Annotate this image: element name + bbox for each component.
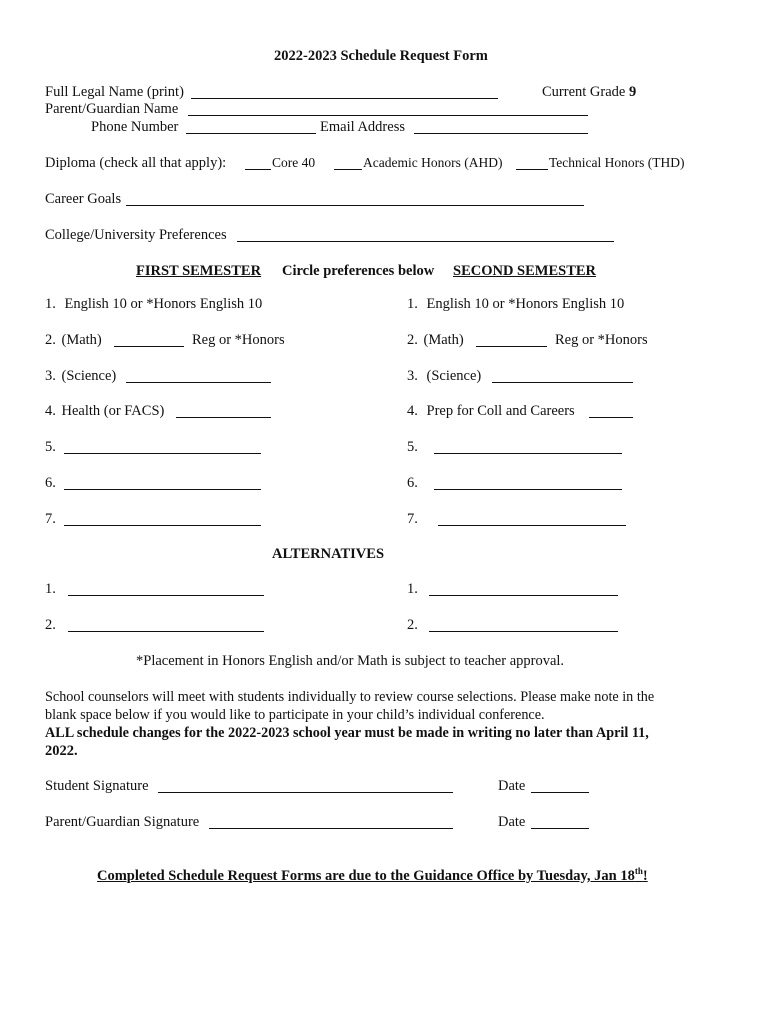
diploma-checkbox-core40[interactable] bbox=[245, 169, 271, 170]
first-sem-elective-6-field[interactable] bbox=[64, 489, 261, 490]
diploma-option-thd: Technical Honors (THD) bbox=[549, 155, 685, 170]
first-sem-elective-5-field[interactable] bbox=[64, 453, 261, 454]
first-sem-math-level[interactable]: Reg or *Honors bbox=[192, 332, 285, 348]
student-date-label: Date bbox=[498, 778, 526, 794]
second-sem-row-7: 7. bbox=[407, 511, 418, 527]
alt-left-2-number: 2. bbox=[45, 617, 56, 633]
course-label: English 10 or *Honors English 10 bbox=[64, 296, 263, 312]
diploma-label: Diploma (check all that apply): bbox=[45, 155, 227, 171]
second-sem-elective-5-field[interactable] bbox=[434, 453, 622, 454]
course-label: (Math) bbox=[61, 332, 102, 348]
first-sem-elective-7-field[interactable] bbox=[64, 525, 261, 526]
alt-right-1-field[interactable] bbox=[429, 595, 618, 596]
parent-date-field[interactable] bbox=[531, 828, 589, 829]
diploma-checkbox-ahd[interactable] bbox=[334, 169, 362, 170]
row-number: 3. bbox=[45, 368, 56, 384]
alt-right-1-number: 1. bbox=[407, 581, 418, 597]
student-signature-label: Student Signature bbox=[45, 778, 149, 794]
row-number: 4. bbox=[45, 403, 56, 419]
alt-left-2-field[interactable] bbox=[68, 631, 264, 632]
second-sem-elective-6-field[interactable] bbox=[434, 489, 622, 490]
second-sem-math-level[interactable]: Reg or *Honors bbox=[555, 332, 648, 348]
college-prefs-field[interactable] bbox=[237, 241, 614, 242]
circle-preferences-heading: Circle preferences below bbox=[282, 263, 435, 279]
current-grade bbox=[542, 83, 636, 101]
first-sem-row-1 bbox=[45, 295, 262, 313]
full-name-field[interactable] bbox=[191, 98, 498, 99]
alt-right-2-number: 2. bbox=[407, 617, 418, 633]
first-sem-row-7: 7. bbox=[45, 511, 56, 527]
placement-note: *Placement in Honors English and/or Math is subject to teacher approval. bbox=[136, 653, 565, 669]
alt-left-1-field[interactable] bbox=[68, 595, 264, 596]
first-sem-row-3 bbox=[45, 367, 116, 385]
course-label: Health (or FACS) bbox=[61, 403, 165, 419]
due-date-end: ! bbox=[642, 868, 648, 884]
first-sem-science-field[interactable] bbox=[126, 382, 271, 383]
phone-field[interactable] bbox=[186, 133, 316, 134]
alternatives-heading: ALTERNATIVES bbox=[272, 546, 385, 562]
first-sem-health-field[interactable] bbox=[176, 417, 271, 418]
due-date-text: Completed Schedule Request Forms are due to the Guidance Office by Tuesday, Jan 18 bbox=[97, 868, 635, 884]
row-number: 1. bbox=[45, 296, 56, 312]
course-label: (Science) bbox=[426, 368, 482, 384]
first-sem-row-5: 5. bbox=[45, 439, 56, 455]
due-date-notice bbox=[97, 867, 648, 885]
second-sem-row-6: 6. bbox=[407, 475, 418, 491]
current-grade-value: 9 bbox=[628, 84, 637, 100]
parent-signature-field[interactable] bbox=[209, 828, 453, 829]
career-goals-label: Career Goals bbox=[45, 191, 122, 207]
phone-label: Phone Number bbox=[91, 119, 179, 135]
first-sem-row-6: 6. bbox=[45, 475, 56, 491]
row-number: 4. bbox=[407, 403, 418, 419]
due-date-superscript: th bbox=[634, 866, 643, 877]
counselor-note-line-1: School counselors will meet with students individually to review course selections. Please make note in the bbox=[45, 689, 655, 705]
college-prefs-label: College/University Preferences bbox=[45, 227, 227, 243]
parent-signature-label: Parent/Guardian Signature bbox=[45, 814, 200, 830]
row-number: 2. bbox=[45, 332, 56, 348]
career-goals-field[interactable] bbox=[126, 205, 584, 206]
row-number: 1. bbox=[407, 296, 418, 312]
first-sem-math-field[interactable] bbox=[114, 346, 184, 347]
email-field[interactable] bbox=[414, 133, 588, 134]
email-label: Email Address bbox=[320, 119, 405, 135]
second-sem-row-2 bbox=[407, 331, 464, 349]
first-semester-heading: FIRST SEMESTER bbox=[136, 263, 262, 279]
second-sem-row-3 bbox=[407, 367, 481, 385]
current-grade-label: Current Grade bbox=[542, 84, 626, 100]
alt-left-1-number: 1. bbox=[45, 581, 56, 597]
second-sem-row-5: 5. bbox=[407, 439, 418, 455]
course-label: (Science) bbox=[61, 368, 117, 384]
diploma-option-ahd: Academic Honors (AHD) bbox=[363, 155, 503, 170]
second-sem-math-field[interactable] bbox=[476, 346, 547, 347]
row-number: 2. bbox=[407, 332, 418, 348]
first-sem-row-2 bbox=[45, 331, 102, 349]
second-sem-prep-field[interactable] bbox=[589, 417, 633, 418]
counselor-note-line-2: blank space below if you would like to participate in your child’s individual conference. bbox=[45, 707, 545, 723]
course-label: English 10 or *Honors English 10 bbox=[426, 296, 625, 312]
parent-name-label: Parent/Guardian Name bbox=[45, 101, 179, 117]
student-date-field[interactable] bbox=[531, 792, 589, 793]
form-title: 2022-2023 Schedule Request Form bbox=[274, 48, 488, 64]
second-sem-science-field[interactable] bbox=[492, 382, 633, 383]
second-sem-row-1 bbox=[407, 295, 624, 313]
course-label: (Math) bbox=[423, 332, 464, 348]
first-sem-row-4 bbox=[45, 402, 164, 420]
student-signature-field[interactable] bbox=[158, 792, 453, 793]
deadline-line-1: ALL schedule changes for the 2022-2023 school year must be made in writing no later than April 11, bbox=[45, 725, 649, 741]
full-name-label: Full Legal Name (print) bbox=[45, 84, 184, 100]
row-number: 3. bbox=[407, 368, 418, 384]
diploma-option-core40: Core 40 bbox=[272, 155, 316, 170]
deadline-line-2: 2022. bbox=[45, 743, 78, 759]
diploma-checkbox-thd[interactable] bbox=[516, 169, 548, 170]
second-semester-heading: SECOND SEMESTER bbox=[453, 263, 597, 279]
parent-name-field[interactable] bbox=[188, 115, 588, 116]
course-label: Prep for Coll and Careers bbox=[426, 403, 575, 419]
second-sem-row-4 bbox=[407, 402, 575, 420]
second-sem-elective-7-field[interactable] bbox=[438, 525, 626, 526]
alt-right-2-field[interactable] bbox=[429, 631, 618, 632]
parent-date-label: Date bbox=[498, 814, 526, 830]
